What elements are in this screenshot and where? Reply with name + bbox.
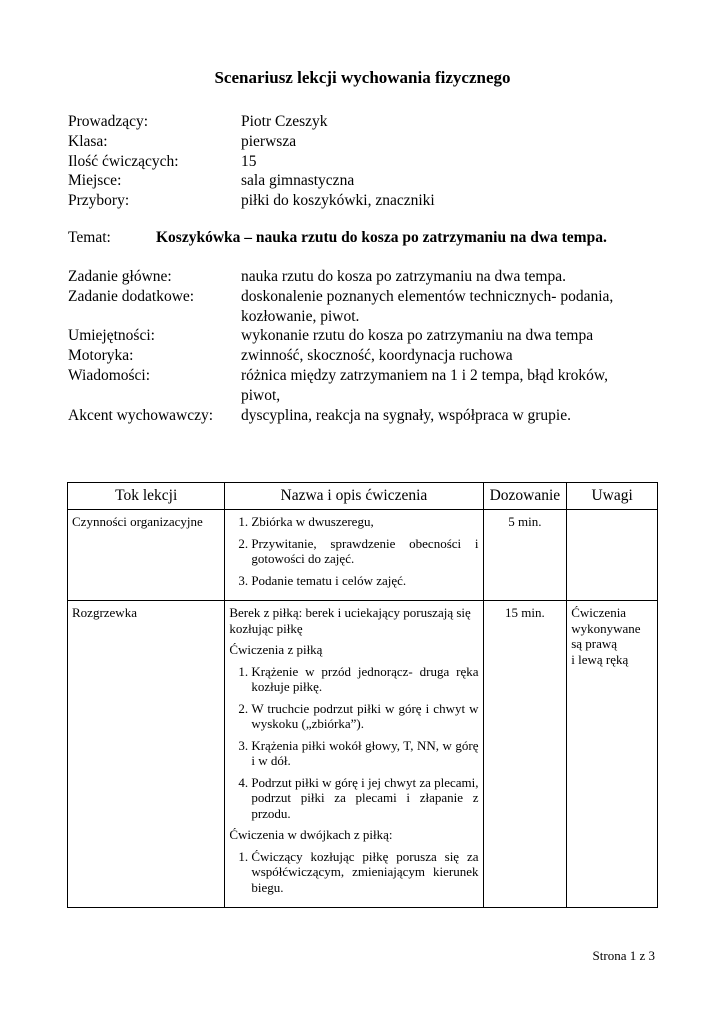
exercise-intro: Berek z piłką: berek i uciekający poruszają się kozłując piłkę xyxy=(229,605,471,636)
list-item: 3. Podanie tematu i celów zajęć. xyxy=(251,573,478,589)
column-header: Uwagi xyxy=(567,483,658,510)
page-title: Scenariusz lekcji wychowania fizycznego xyxy=(214,68,511,87)
goal-label: Zadanie główne: xyxy=(68,268,172,285)
lesson-goals xyxy=(68,267,688,425)
goal-row-knowledge xyxy=(68,366,688,406)
info-value: pierwsza xyxy=(241,132,297,150)
dose-cell: 5 min. xyxy=(483,510,567,601)
info-label: Klasa: xyxy=(68,132,108,150)
page-number: Strona 1 z 3 xyxy=(592,948,655,963)
exercise-subheading: Ćwiczenia w dwójkach z piłką: xyxy=(229,827,393,842)
notes-line: są prawą xyxy=(571,636,618,651)
info-label: Miejsce: xyxy=(68,172,122,190)
exercise-cell xyxy=(225,510,483,601)
exercise-list xyxy=(229,664,478,822)
goal-label: Wiadomości: xyxy=(68,366,151,384)
topic-label: Temat: xyxy=(68,229,111,246)
table-row xyxy=(68,601,658,908)
goal-row-main xyxy=(68,267,688,287)
goal-value: dyscyplina, reakcja na sygnały, współpraca w grupie. xyxy=(241,406,571,424)
table-row xyxy=(68,510,658,601)
list-item: 4. Podrzut piłki w górę i jej chwyt za plecami, podrzut piłki za plecami i złapanie z przodu. xyxy=(251,775,478,822)
info-row-teacher xyxy=(68,112,435,132)
exercise-list xyxy=(229,514,478,588)
goal-label: Akcent wychowawczy: xyxy=(68,406,214,424)
lesson-plan-table xyxy=(67,482,658,908)
goal-value: różnica między zatrzymaniem na 1 i 2 tempa, błąd kroków, piwot, xyxy=(241,366,608,404)
table-header-row xyxy=(68,483,658,510)
dose-cell: 15 min. xyxy=(483,601,567,908)
lesson-info xyxy=(68,112,435,211)
goal-row-additional xyxy=(68,287,688,327)
info-row-equipment xyxy=(68,191,435,211)
column-header: Dozowanie xyxy=(483,483,567,510)
info-label: Ilość ćwiczących: xyxy=(68,152,179,170)
exercise-list xyxy=(229,849,478,896)
goal-value: wykonanie rzutu do kosza po zatrzymaniu na dwa tempa xyxy=(241,327,594,345)
notes-line: Ćwiczenia xyxy=(571,605,627,620)
info-label: Prowadzący: xyxy=(68,113,149,130)
goal-label: Umiejętności: xyxy=(68,327,155,345)
column-header: Tok lekcji xyxy=(68,483,225,510)
topic-value: Koszykówka – nauka rzutu do kosza po zatrzymaniu na dwa tempa. xyxy=(156,229,607,246)
notes-line: i lewą ręką xyxy=(571,651,629,667)
goal-value: doskonalenie poznanych elementów technicznych- podania, kozłowanie, piwot. xyxy=(241,287,614,325)
list-item: 2. Przywitanie, sprawdzenie obecności i gotowości do zajęć. xyxy=(251,536,478,567)
info-row-place xyxy=(68,171,435,191)
goal-row-educational xyxy=(68,406,688,426)
info-row-class xyxy=(68,132,435,152)
stage-cell: Rozgrzewka xyxy=(68,601,225,908)
notes-line: wykonywane xyxy=(571,620,641,636)
notes-cell xyxy=(567,601,658,908)
goal-value: zwinność, skoczność, koordynacja ruchowa xyxy=(241,347,513,365)
info-row-count xyxy=(68,152,435,172)
lesson-topic xyxy=(68,229,607,247)
list-item: 1. Krążenie w przód jednorącz- druga ręka kozłuje piłkę. xyxy=(251,664,478,695)
info-value: Piotr Czeszyk xyxy=(241,113,328,130)
exercise-subheading: Ćwiczenia z piłką xyxy=(229,642,323,657)
list-item: 1. Ćwiczący kozłując piłkę porusza się za współćwiczącym, zmieniającym kierunek biegu. xyxy=(251,849,478,896)
goal-value: nauka rzutu do kosza po zatrzymaniu na dwa tempa. xyxy=(241,268,566,285)
goal-label: Motoryka: xyxy=(68,347,134,365)
goal-row-motor xyxy=(68,346,688,366)
list-item: 2. W truchcie podrzut piłki w górę i chwyt w wyskoku („zbiórka”). xyxy=(251,701,478,732)
column-header: Nazwa i opis ćwiczenia xyxy=(225,483,483,510)
info-value: 15 xyxy=(241,152,257,170)
goal-row-skills xyxy=(68,326,688,346)
info-value: sala gimnastyczna xyxy=(241,172,355,190)
list-item: 1. Zbiórka w dwuszeregu, xyxy=(251,514,478,530)
goal-label: Zadanie dodatkowe: xyxy=(68,287,195,305)
stage-cell: Czynności organizacyjne xyxy=(68,510,225,601)
info-value: piłki do koszykówki, znaczniki xyxy=(241,192,435,210)
list-item: 3. Krążenia piłki wokół głowy, T, NN, w górę i w dół. xyxy=(251,738,478,769)
exercise-cell xyxy=(225,601,483,908)
notes-cell xyxy=(567,510,658,601)
info-label: Przybory: xyxy=(68,192,130,210)
